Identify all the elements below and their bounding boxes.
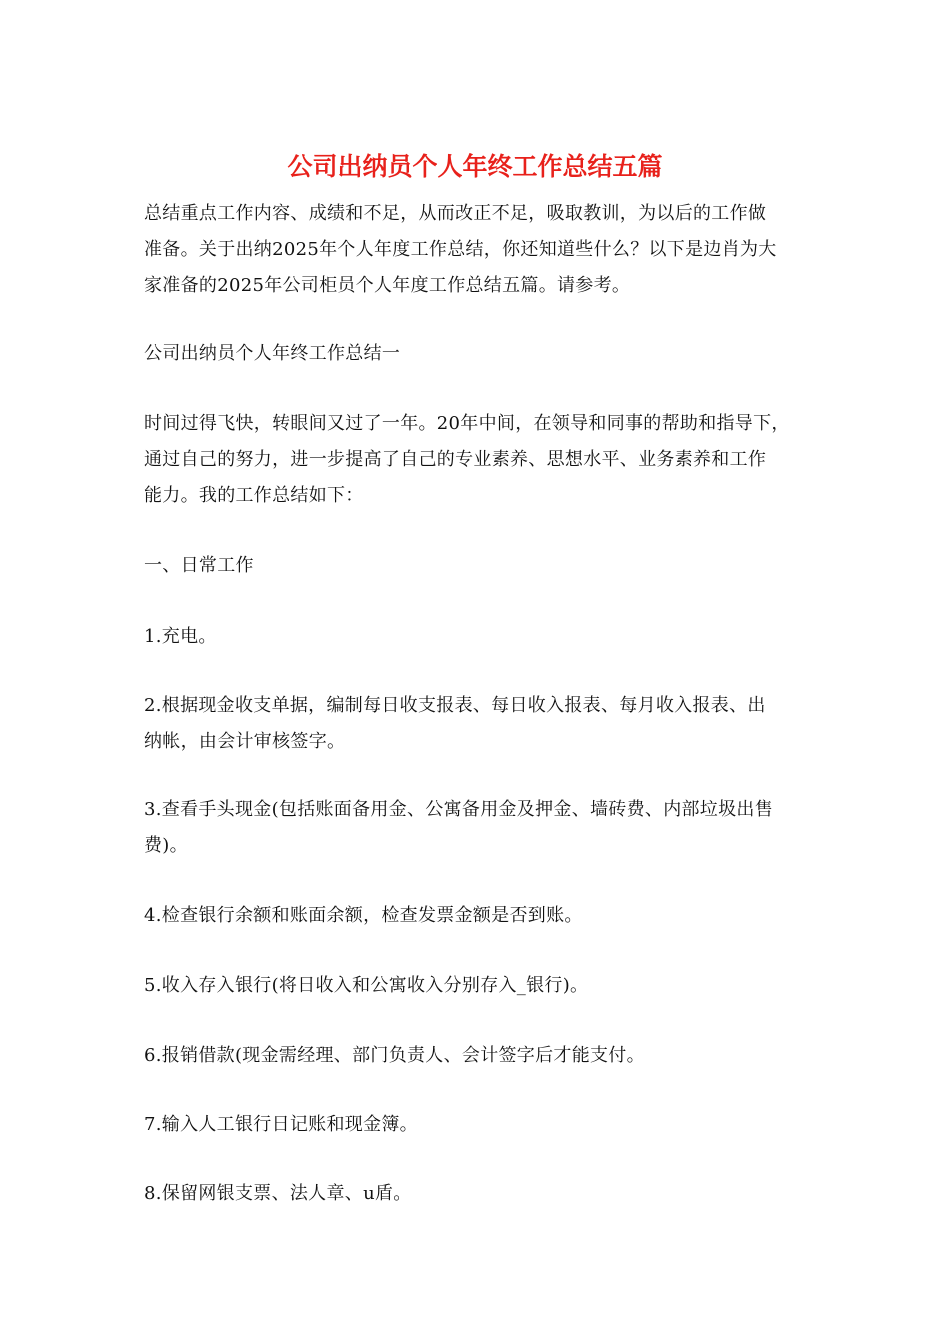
list-item	[144, 968, 824, 1004]
list-item-line: 7.输入人工银行日记账和现金簿。	[144, 1114, 418, 1135]
list-item-line: 5.收入存入银行(将日收入和公寓收入分别存入_银行)。	[144, 975, 589, 996]
list-item	[144, 619, 824, 655]
list-item	[144, 688, 824, 760]
section-heading	[144, 336, 824, 372]
paragraph-line: 能力。我的工作总结如下：	[144, 485, 364, 506]
paragraph-1	[144, 406, 824, 514]
intro-line: 家准备的2025年公司柜员个人年度工作总结五篇。请参考。	[144, 275, 631, 296]
list-item-line: 2.根据现金收支单据，编制每日收支报表、每日收入报表、每月收入报表、出	[144, 695, 766, 716]
list-item-line: 6.报销借款(现金需经理、部门负责人、会计签字后才能支付。	[144, 1045, 645, 1066]
list-item	[144, 898, 824, 934]
list-item	[144, 1176, 824, 1212]
list-item-line: 1.充电。	[144, 626, 217, 647]
subheading	[144, 548, 824, 584]
intro-line: 准备。关于出纳2025年个人年度工作总结，你还知道些什么？以下是边肖为大	[144, 239, 777, 260]
list-item-line: 4.检查银行余额和账面余额，检查发票金额是否到账。	[144, 905, 583, 926]
list-item-line: 3.查看手头现金(包括账面备用金、公寓备用金及押金、墙砖费、内部垃圾出售	[144, 799, 773, 820]
intro-paragraph	[144, 196, 824, 304]
intro-line: 总结重点工作内容、成绩和不足，从而改正不足，吸取教训，为以后的工作做	[144, 203, 767, 224]
list-item	[144, 1107, 824, 1143]
list-item-line: 8.保留网银支票、法人章、u盾。	[144, 1183, 412, 1204]
paragraph-line: 时间过得飞快，转眼间又过了一年。20年中间，在领导和同事的帮助和指导下，	[144, 413, 790, 434]
subheading-text: 一、日常工作	[144, 555, 254, 576]
list-item	[144, 792, 824, 864]
section-heading-text: 公司出纳员个人年终工作总结一	[144, 343, 401, 364]
list-item	[144, 1038, 824, 1074]
document-title: 公司出纳员个人年终工作总结五篇	[287, 152, 663, 181]
list-item-line: 费)。	[144, 835, 188, 856]
list-item-line: 纳帐，由会计审核签字。	[144, 731, 346, 752]
paragraph-line: 通过自己的努力，进一步提高了自己的专业素养、思想水平、业务素养和工作	[144, 449, 767, 470]
